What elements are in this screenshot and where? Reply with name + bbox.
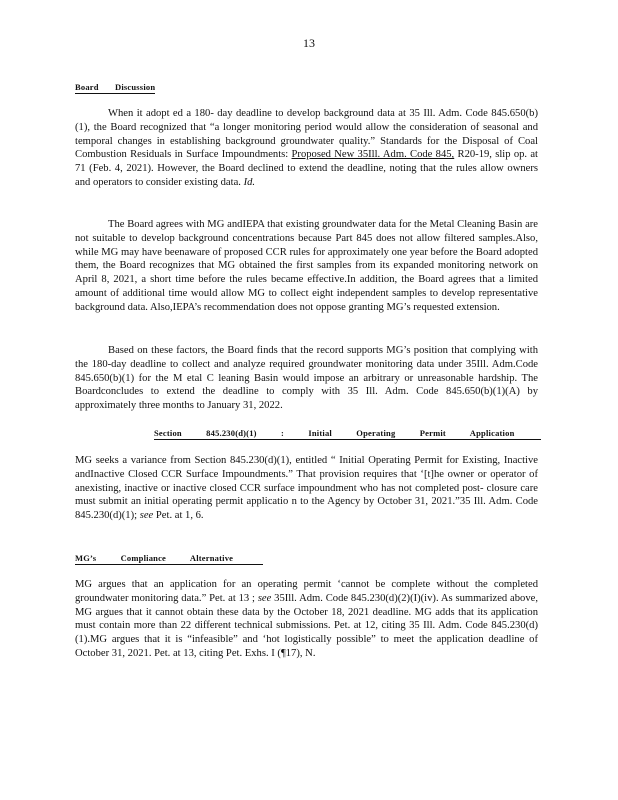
- italic-citation: Id.: [243, 176, 256, 188]
- paragraph-board-2: [75, 218, 538, 315]
- paragraph-text: R20-19, slip op. at 71 (Feb. 4, 2021). However, the Board declined to extend the deadline, noting that the rules allow owners and operators to consider existing data.: [75, 149, 538, 188]
- paragraph-text: MG seeks a variance from Section 845.230(d)(1), entitled “ Initial Operating Permit for Existing, Inactive andInactive Closed CCR Surface Impoundments.” That provision requires that ‘[t]he owner or operator of anexisting, inactive or inactive closed CCR surface impoundment who has not completed post- closure care must submit an initial operating permit applicatio n to the Agency by October 31, 2021.”35 Ill. Adm. Code 845.230(d)(1);: [75, 455, 538, 522]
- italic-signal: see: [257, 592, 272, 604]
- paragraph-board-3: [75, 344, 538, 413]
- paragraph-text: Pet. at 1, 6.: [153, 510, 204, 522]
- heading-compliance-alternative: MG’s Compliance Alternative: [75, 553, 263, 565]
- paragraph-text: 35Ill. Adm. Code 845.230(d)(2)(I)(iv). As summarized above, MG argues that it cannot obtain these data by the October 18, 2021 deadline. MG adds that its application must contain more than 22 different technical submissions. Pet. at 12, citing 35 Ill. Adm. Code 845.230(d)(1).MG argues that it is “infeasible” and ‘hot logistically possible” to meet the application deadline of October 31, 2021. Pet. at 13, citing Pet. Exhs. I (¶17), N.: [75, 592, 538, 659]
- paragraph-text: MG argues that an application for an operating permit ‘cannot be complete without the completed groundwater monitoring data.” Pet. at 13 ;: [75, 579, 538, 604]
- citation-link-text: Proposed New 35Ill. Adm. Code 845,: [291, 149, 455, 161]
- heading-section-230: Section 845.230(d)(1) : Initial Operating Permit Application: [154, 428, 541, 440]
- paragraph-compliance: [75, 578, 538, 661]
- italic-signal: see: [139, 510, 154, 522]
- page-number: 13: [303, 36, 315, 50]
- paragraph-text: Based on these factors, the Board finds that the record supports MG’s position that complying with the 180-day deadline to collect and analyze required groundwater monitoring data under 35Ill. Adm.Code 845.650(b)(1) for the M etal C leaning Basin would impose an arbitrary or unreasonable hardship. The Boardconcludes to extend the deadline to comply with 35 Ill. Adm. Code 845.650(b)(1)(A) by approximately three months to January 31, 2022.: [75, 345, 538, 412]
- heading-board-discussion: Board Discussion: [75, 82, 156, 92]
- paragraph-section-230: [75, 454, 538, 523]
- paragraph-text: The Board agrees with MG andIEPA that existing groundwater data for the Metal Cleaning Basin are not suitable to develop background concentrations because Part 845 does not allow filtered samples.Also, while MG may have beenaware of proposed CCR rules for approximately one year before the Board adopted them, the Board recognizes that MG obtained the first samples from its expanded monitoring network on April 8, 2021, a short time before the rules became effective.In addition, the Board agrees that a limited amount of additional time would allow MG to collect eight independent samples to develop representative background data. Also,IEPA’s recommendation does not oppose granting MG’s requested extension.: [75, 219, 538, 313]
- paragraph-text: When it adopt ed a 180- day deadline to develop background data at 35 Ill. Adm. Code 845.650(b)(1), the Board recognized that “a longer monitoring period would allow the consideration of seasonal and temporal changes in establishing background groundwater quality.” Standards for the Disposal of Coal Combustion Residuals in Surface Impoundments:: [75, 108, 538, 161]
- paragraph-board-1: [75, 107, 538, 190]
